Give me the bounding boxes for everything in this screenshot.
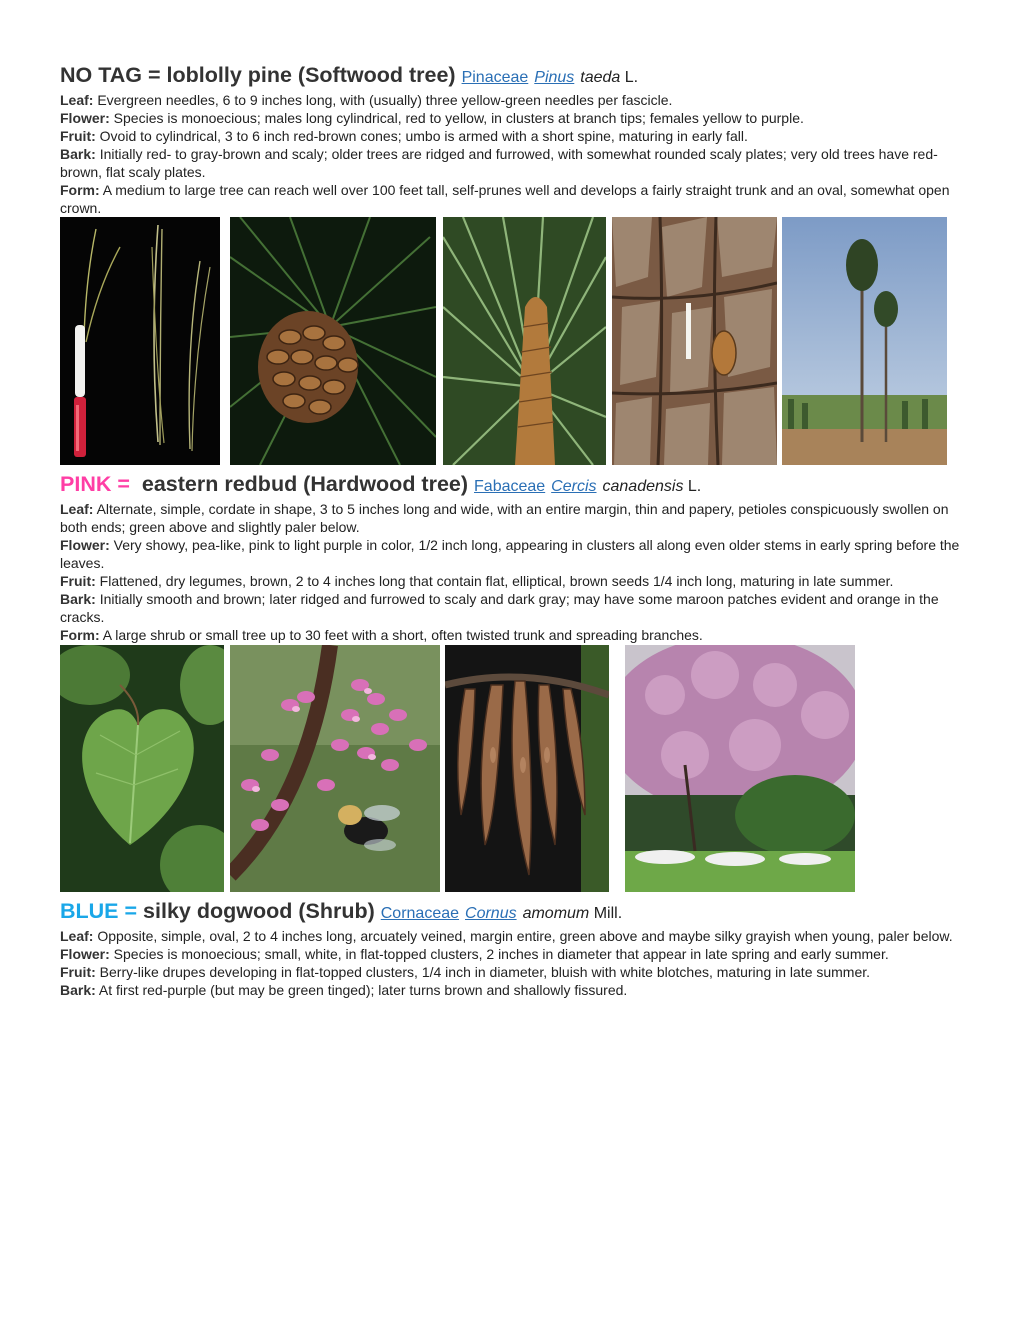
leaf-row: Leaf: Evergreen needles, 6 to 9 inches long, with (usually) three yellow-green needles per fascicle. — [60, 92, 673, 108]
pine-cone-photo — [230, 217, 436, 465]
redbud-flower-photo — [230, 645, 440, 892]
redbud-fruit-photo — [445, 645, 609, 892]
common-name: eastern redbud (Hardwood tree) — [141, 472, 469, 496]
pine-bark-photo — [612, 217, 777, 465]
author-name: L. — [687, 478, 702, 495]
common-name: silky dogwood (Shrub) — [143, 899, 375, 923]
fruit-row: Fruit: Flattened, dry legumes, brown, 2 to 4 inches long that contain flat, elliptical, brown seeds 1/4 inch long, maturing in late summer. — [60, 573, 894, 589]
section-tag: BLUE = — [60, 899, 138, 923]
flower-row: Flower: Very showy, pea-like, pink to light purple in color, 1/2 inch long, appearing in clusters all along even older stems in early spring before the leaves. — [60, 537, 960, 571]
redbud-tree-form-photo — [625, 645, 855, 892]
species-name: taeda — [580, 69, 621, 86]
genus-link[interactable]: Cercis — [551, 478, 597, 495]
redbud-leaf-photo — [60, 645, 224, 892]
section-title-loblolly-pine — [60, 62, 960, 91]
pine-needles-photo — [60, 217, 220, 465]
pine-tree-form-photo — [782, 217, 947, 465]
photo-strip-eastern-redbud — [60, 645, 960, 892]
family-link[interactable]: Fabaceae — [474, 478, 546, 495]
leaf-row: Leaf: Opposite, simple, oval, 2 to 4 inches long, arcuately veined, margin entire, green above and maybe silky grayish when young, paler below. — [60, 928, 953, 944]
bark-row: Bark: At first red-purple (but may be green tinged); later turns brown and shallowly fissured. — [60, 982, 628, 998]
section-tag: NO TAG = — [60, 63, 161, 87]
genus-link[interactable]: Pinus — [534, 69, 575, 86]
description-silky-dogwood — [60, 927, 960, 999]
description-loblolly-pine — [60, 91, 960, 217]
family-link[interactable]: Cornaceae — [380, 905, 460, 922]
pine-flower-photo — [443, 217, 606, 465]
form-row: Form: A medium to large tree can reach well over 100 feet tall, self-prunes well and develops a fairly straight trunk and an oval, somewhat open crown. — [60, 182, 950, 216]
description-eastern-redbud — [60, 500, 960, 644]
fruit-row: Fruit: Ovoid to cylindrical, 3 to 6 inch red-brown cones; umbo is armed with a short spine, maturing in early fall. — [60, 128, 748, 144]
section-title-silky-dogwood — [60, 898, 960, 927]
photo-strip-loblolly-pine — [60, 217, 960, 465]
bark-row: Bark: Initially smooth and brown; later ridged and furrowed to scaly and dark gray; may have some maroon patches evident and orange in the cracks. — [60, 591, 939, 625]
form-row: Form: A large shrub or small tree up to 30 feet with a short, often twisted trunk and spreading branches. — [60, 627, 703, 643]
author-name: Mill. — [593, 905, 623, 922]
flower-row: Flower: Species is monoecious; small, white, in flat-topped clusters, 2 inches in diameter that appear in late spring and early summer. — [60, 946, 889, 962]
flower-row: Flower: Species is monoecious; males long cylindrical, red to yellow, in clusters at branch tips; females yellow to purple. — [60, 110, 804, 126]
species-name: amomum — [522, 905, 590, 922]
family-link[interactable]: Pinaceae — [461, 69, 529, 86]
species-name: canadensis — [602, 478, 684, 495]
genus-link[interactable]: Cornus — [465, 905, 517, 922]
document-page — [60, 62, 960, 999]
bark-row: Bark: Initially red- to gray-brown and scaly; older trees are ridged and furrowed, with somewhat rounded scaly plates; very old trees have red-brown, flat scaly plates. — [60, 146, 938, 180]
section-title-eastern-redbud — [60, 471, 960, 500]
leaf-row: Leaf: Alternate, simple, cordate in shape, 3 to 5 inches long and wide, with an entire margin, thin and papery, petioles conspicuously swollen on both ends; green above and slightly paler below. — [60, 501, 949, 535]
section-tag: PINK = — [60, 472, 130, 496]
fruit-row: Fruit: Berry-like drupes developing in flat-topped clusters, 1/4 inch in diameter, bluish with white blotches, maturing in late summer. — [60, 964, 871, 980]
author-name: L. — [624, 69, 639, 86]
common-name: loblolly pine (Softwood tree) — [166, 63, 456, 87]
